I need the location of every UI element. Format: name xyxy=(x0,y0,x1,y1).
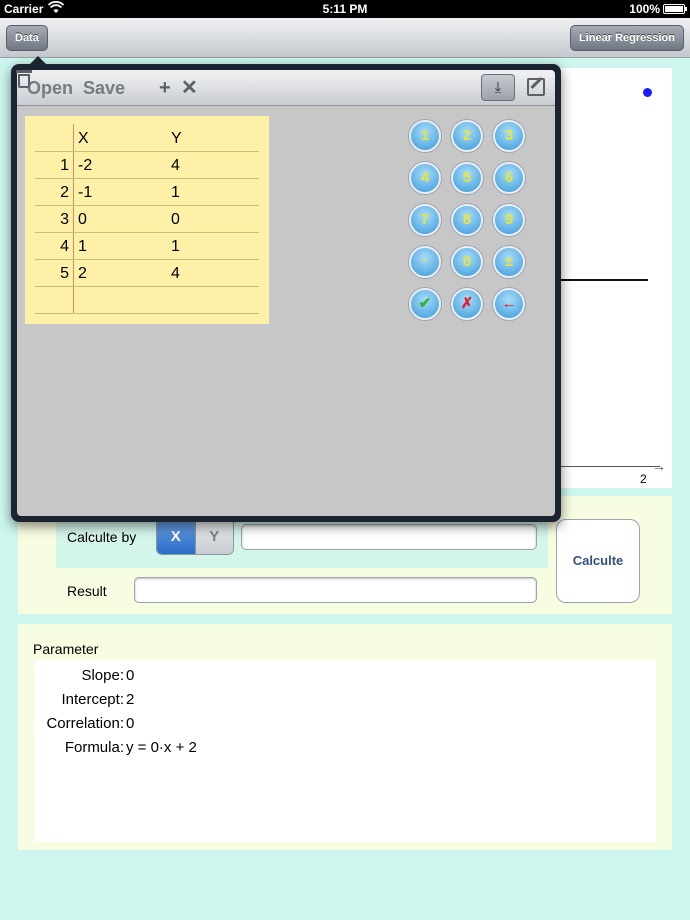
popover-arrow xyxy=(29,56,47,65)
linear-regression-button[interactable]: Linear Regression xyxy=(570,25,684,51)
key-8[interactable]: 8 xyxy=(451,204,483,236)
intercept-value: 2 xyxy=(126,691,135,708)
slope-row xyxy=(34,667,134,684)
cell-x[interactable]: 2 xyxy=(78,265,87,282)
x-axis xyxy=(560,466,660,467)
popover-body xyxy=(17,106,555,516)
battery-percent: 100% xyxy=(629,2,660,16)
calculate-input[interactable] xyxy=(241,524,537,550)
cell-y[interactable]: 1 xyxy=(171,184,180,201)
row-index: 1 xyxy=(60,157,69,174)
data-table xyxy=(25,116,269,324)
status-bar xyxy=(0,0,690,18)
table-row[interactable] xyxy=(35,260,259,287)
slope-label: Slope: xyxy=(81,667,124,684)
key-5[interactable]: 5 xyxy=(451,162,483,194)
table-row[interactable] xyxy=(35,179,259,206)
intercept-row xyxy=(34,691,134,708)
x-axis-arrow-icon: → xyxy=(652,458,666,474)
cell-y[interactable]: 1 xyxy=(171,238,180,255)
result-field[interactable] xyxy=(134,577,537,603)
table-row-empty[interactable] xyxy=(35,287,259,314)
formula-row xyxy=(34,739,197,756)
battery-icon xyxy=(663,4,685,14)
result-label: Result xyxy=(67,583,107,599)
save-button[interactable]: Save xyxy=(83,78,126,98)
key-cancel-icon[interactable]: ✗ xyxy=(451,288,483,320)
column-header-x: X xyxy=(78,130,89,147)
key-decimal[interactable]: · xyxy=(409,246,441,278)
axis-segmented-control xyxy=(156,518,234,555)
key-6[interactable]: 6 xyxy=(493,162,525,194)
correlation-label: Correlation: xyxy=(46,715,124,732)
row-index: 5 xyxy=(60,265,69,282)
formula-value: y = 0·x + 2 xyxy=(126,739,197,756)
correlation-value: 0 xyxy=(126,715,135,732)
key-0[interactable]: 0 xyxy=(451,246,483,278)
popover-toolbar xyxy=(17,70,555,106)
key-1[interactable]: 1 xyxy=(409,120,441,152)
table-row[interactable] xyxy=(35,233,259,260)
x-tick-label: 2 xyxy=(640,472,647,486)
cell-x[interactable]: -2 xyxy=(78,157,93,174)
formula-label: Formula: xyxy=(64,739,124,756)
clock: 5:11 PM xyxy=(322,2,368,16)
segment-x[interactable]: X xyxy=(157,519,195,554)
data-button[interactable]: Data xyxy=(6,25,48,51)
key-9[interactable]: 9 xyxy=(493,204,525,236)
key-2[interactable]: 2 xyxy=(451,120,483,152)
calculate-by-label: Calculte by xyxy=(67,529,137,545)
cell-y[interactable]: 4 xyxy=(171,265,180,282)
row-index: 2 xyxy=(60,184,69,201)
intercept-label: Intercept: xyxy=(61,691,124,708)
carrier-label: Carrier xyxy=(4,2,44,16)
calculate-button[interactable]: Calculte xyxy=(556,519,640,603)
column-header-y: Y xyxy=(171,130,182,147)
edit-icon[interactable] xyxy=(527,78,545,96)
table-row[interactable] xyxy=(35,152,259,179)
cell-y[interactable]: 4 xyxy=(171,157,180,174)
parameter-title: Parameter xyxy=(33,641,99,657)
data-point xyxy=(643,88,652,97)
import-icon[interactable]: ⤓ xyxy=(481,74,515,101)
correlation-row xyxy=(34,715,134,732)
row-index: 4 xyxy=(60,238,69,255)
table-row[interactable] xyxy=(35,206,259,233)
key-7[interactable]: 7 xyxy=(409,204,441,236)
regression-line xyxy=(560,279,648,281)
key-plus-minus[interactable]: ± xyxy=(493,246,525,278)
add-icon[interactable]: + xyxy=(159,77,171,99)
key-confirm-icon[interactable]: ✔ xyxy=(409,288,441,320)
delete-icon[interactable]: ✕ xyxy=(181,77,198,99)
cell-x[interactable]: 0 xyxy=(78,211,87,228)
table-header xyxy=(35,125,259,152)
navigation-bar xyxy=(0,18,690,58)
cell-y[interactable]: 0 xyxy=(171,211,180,228)
cell-x[interactable]: 1 xyxy=(78,238,87,255)
segment-y[interactable]: Y xyxy=(195,519,234,554)
cell-x[interactable]: -1 xyxy=(78,184,93,201)
key-3[interactable]: 3 xyxy=(493,120,525,152)
graph-area[interactable] xyxy=(560,68,672,488)
data-popover xyxy=(11,64,561,522)
slope-value: 0 xyxy=(126,667,135,684)
key-backspace-icon[interactable]: ← xyxy=(493,288,525,320)
row-index: 3 xyxy=(60,211,69,228)
key-4[interactable]: 4 xyxy=(409,162,441,194)
open-button[interactable]: Open xyxy=(27,78,74,98)
